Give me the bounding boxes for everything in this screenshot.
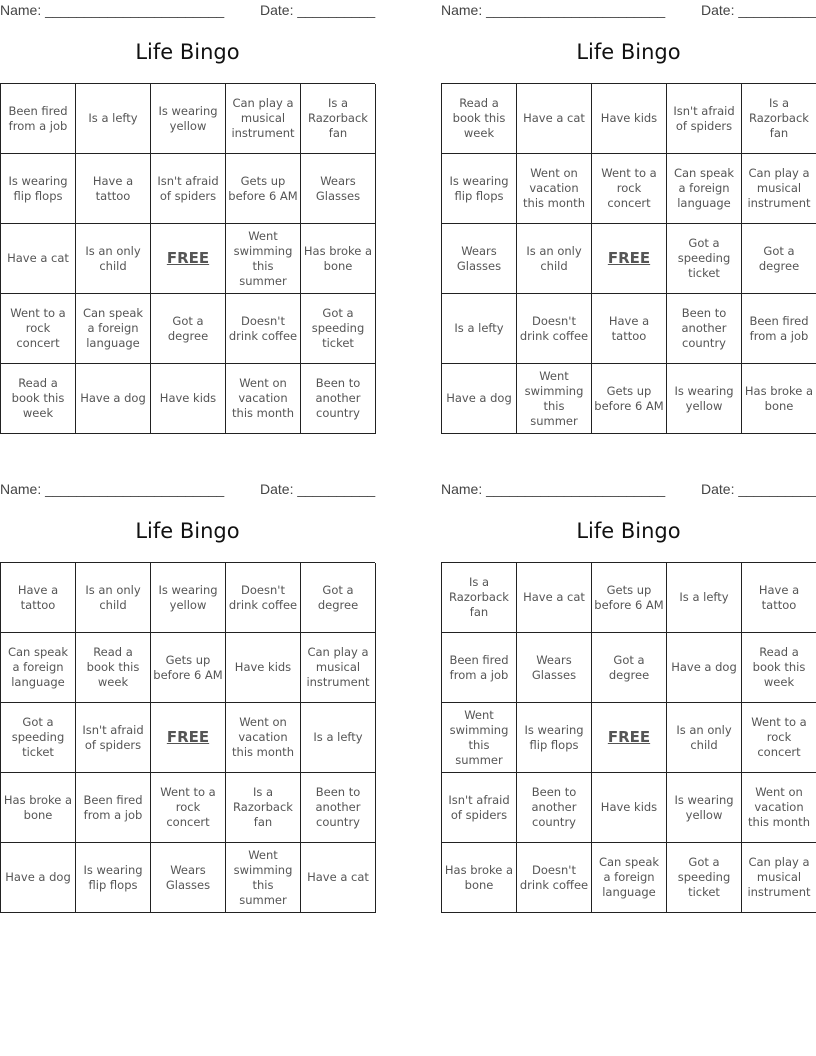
bingo-cell[interactable]: Went swimming this summer bbox=[226, 224, 301, 294]
bingo-cell[interactable]: Gets up before 6 AM bbox=[151, 633, 226, 703]
bingo-cell[interactable]: Can play a musical instrument bbox=[301, 633, 376, 703]
card-title: Life Bingo bbox=[135, 40, 240, 64]
bingo-cell[interactable]: Have a cat bbox=[1, 224, 76, 294]
name-line[interactable]: Name: _______________________ bbox=[0, 2, 225, 18]
bingo-cell[interactable]: Is wearing yellow bbox=[667, 364, 742, 434]
bingo-cell[interactable]: Been fired from a job bbox=[742, 294, 816, 364]
bingo-cell[interactable]: Went on vacation this month bbox=[226, 364, 301, 434]
bingo-cell[interactable]: Is wearing flip flops bbox=[442, 154, 517, 224]
bingo-cell[interactable]: Went on vacation this month bbox=[226, 703, 301, 773]
card-header bbox=[0, 0, 375, 22]
bingo-cell[interactable]: Is a lefty bbox=[667, 563, 742, 633]
bingo-cell[interactable]: Isn't afraid of spiders bbox=[442, 773, 517, 843]
bingo-cell[interactable]: Have a tattoo bbox=[592, 294, 667, 364]
bingo-cell[interactable]: Doesn't drink coffee bbox=[517, 843, 592, 913]
bingo-cell[interactable]: Can speak a foreign language bbox=[667, 154, 742, 224]
bingo-cell[interactable]: Have kids bbox=[592, 773, 667, 843]
bingo-cell[interactable]: Went to a rock concert bbox=[151, 773, 226, 843]
bingo-card-3 bbox=[0, 479, 375, 919]
bingo-cell[interactable]: Gets up before 6 AM bbox=[592, 364, 667, 434]
bingo-grid bbox=[0, 83, 375, 434]
bingo-cell[interactable]: Wears Glasses bbox=[151, 843, 226, 913]
bingo-cell[interactable]: Gets up before 6 AM bbox=[226, 154, 301, 224]
card-title: Life Bingo bbox=[576, 40, 681, 64]
bingo-cell[interactable]: Read a book this week bbox=[742, 633, 816, 703]
bingo-cell[interactable]: Got a degree bbox=[592, 633, 667, 703]
bingo-cell[interactable]: Can play a musical instrument bbox=[226, 84, 301, 154]
bingo-cell[interactable]: Doesn't drink coffee bbox=[226, 294, 301, 364]
card-title: Life Bingo bbox=[576, 519, 681, 543]
bingo-cell[interactable]: Is a lefty bbox=[76, 84, 151, 154]
bingo-cell[interactable]: Is an only child bbox=[667, 703, 742, 773]
bingo-cell[interactable]: Went swimming this summer bbox=[517, 364, 592, 434]
bingo-cell[interactable]: Been to another country bbox=[667, 294, 742, 364]
date-line[interactable]: Date: __________ bbox=[701, 2, 816, 18]
bingo-cell[interactable]: Have kids bbox=[226, 633, 301, 703]
bingo-cell[interactable]: Is a lefty bbox=[301, 703, 376, 773]
bingo-cell[interactable]: Have a tattoo bbox=[1, 563, 76, 633]
date-line[interactable]: Date: __________ bbox=[260, 481, 376, 497]
bingo-cell[interactable]: Got a speeding ticket bbox=[1, 703, 76, 773]
bingo-cell[interactable]: Has broke a bone bbox=[1, 773, 76, 843]
card-header bbox=[0, 479, 375, 501]
bingo-cell[interactable]: Went swimming this summer bbox=[226, 843, 301, 913]
bingo-card-1 bbox=[0, 0, 375, 440]
bingo-card-2 bbox=[441, 0, 816, 440]
bingo-cell[interactable]: Have kids bbox=[592, 84, 667, 154]
bingo-cell[interactable]: Been fired from a job bbox=[76, 773, 151, 843]
bingo-cell[interactable]: Read a book this week bbox=[442, 84, 517, 154]
date-line[interactable]: Date: __________ bbox=[260, 2, 376, 18]
bingo-grid bbox=[441, 562, 816, 913]
bingo-cell[interactable]: Is wearing yellow bbox=[667, 773, 742, 843]
bingo-cell[interactable]: Can play a musical instrument bbox=[742, 154, 816, 224]
bingo-cell[interactable]: Has broke a bone bbox=[442, 843, 517, 913]
bingo-cell[interactable]: Is a Razorback fan bbox=[301, 84, 376, 154]
bingo-cell[interactable]: Have kids bbox=[151, 364, 226, 434]
bingo-cell[interactable]: Is a Razorback fan bbox=[226, 773, 301, 843]
bingo-cell[interactable]: Been to another country bbox=[301, 773, 376, 843]
bingo-cell[interactable]: Went to a rock concert bbox=[742, 703, 816, 773]
bingo-cell[interactable]: Went on vacation this month bbox=[517, 154, 592, 224]
bingo-cell[interactable]: Wears Glasses bbox=[301, 154, 376, 224]
free-space-cell[interactable]: FREE bbox=[592, 703, 667, 773]
bingo-cell[interactable]: Can speak a foreign language bbox=[592, 843, 667, 913]
bingo-cell[interactable]: Went to a rock concert bbox=[1, 294, 76, 364]
bingo-grid bbox=[0, 562, 375, 913]
free-space-cell[interactable]: FREE bbox=[151, 224, 226, 294]
bingo-cell[interactable]: Read a book this week bbox=[1, 364, 76, 434]
bingo-cell[interactable]: Can speak a foreign language bbox=[1, 633, 76, 703]
bingo-cell[interactable]: Has broke a bone bbox=[301, 224, 376, 294]
card-title: Life Bingo bbox=[135, 519, 240, 543]
bingo-cell[interactable]: Went swimming this summer bbox=[442, 703, 517, 773]
bingo-cell[interactable]: Got a speeding ticket bbox=[301, 294, 376, 364]
bingo-cell[interactable]: Have a dog bbox=[442, 364, 517, 434]
bingo-cell[interactable]: Is an only child bbox=[517, 224, 592, 294]
bingo-cell[interactable]: Is wearing flip flops bbox=[76, 843, 151, 913]
date-line[interactable]: Date: __________ bbox=[701, 481, 816, 497]
bingo-cell[interactable]: Been fired from a job bbox=[442, 633, 517, 703]
bingo-cell[interactable]: Got a degree bbox=[301, 563, 376, 633]
bingo-cell[interactable]: Can speak a foreign language bbox=[76, 294, 151, 364]
bingo-cell[interactable]: Have a tattoo bbox=[742, 563, 816, 633]
bingo-cell[interactable]: Is an only child bbox=[76, 224, 151, 294]
bingo-cell[interactable]: Doesn't drink coffee bbox=[226, 563, 301, 633]
bingo-cell[interactable]: Is wearing yellow bbox=[151, 84, 226, 154]
name-line[interactable]: Name: _______________________ bbox=[441, 481, 666, 497]
bingo-cell[interactable]: Is a lefty bbox=[442, 294, 517, 364]
bingo-cell[interactable]: Got a speeding ticket bbox=[667, 843, 742, 913]
bingo-grid bbox=[441, 83, 816, 434]
bingo-cell[interactable]: Is wearing yellow bbox=[151, 563, 226, 633]
name-line[interactable]: Name: _______________________ bbox=[0, 481, 225, 497]
bingo-cell[interactable]: Is wearing flip flops bbox=[517, 703, 592, 773]
bingo-cell[interactable]: Is wearing flip flops bbox=[1, 154, 76, 224]
bingo-cell[interactable]: Isn't afraid of spiders bbox=[667, 84, 742, 154]
bingo-cell[interactable]: Have a dog bbox=[1, 843, 76, 913]
bingo-cell[interactable]: Gets up before 6 AM bbox=[592, 563, 667, 633]
bingo-card-4 bbox=[441, 479, 816, 919]
bingo-cell[interactable]: Wears Glasses bbox=[517, 633, 592, 703]
bingo-cell[interactable]: Have a cat bbox=[517, 563, 592, 633]
bingo-cell[interactable]: Went to a rock concert bbox=[592, 154, 667, 224]
bingo-cell[interactable]: Can play a musical instrument bbox=[742, 843, 816, 913]
bingo-cell[interactable]: Isn't afraid of spiders bbox=[151, 154, 226, 224]
bingo-cell[interactable]: Have a tattoo bbox=[76, 154, 151, 224]
name-line[interactable]: Name: _______________________ bbox=[441, 2, 666, 18]
bingo-cell[interactable]: Got a degree bbox=[742, 224, 816, 294]
bingo-cell[interactable]: Is a Razorback fan bbox=[742, 84, 816, 154]
bingo-cell[interactable]: Got a speeding ticket bbox=[667, 224, 742, 294]
bingo-cell[interactable]: Has broke a bone bbox=[742, 364, 816, 434]
bingo-cell[interactable]: Wears Glasses bbox=[442, 224, 517, 294]
card-header bbox=[441, 479, 816, 501]
bingo-cell[interactable]: Doesn't drink coffee bbox=[517, 294, 592, 364]
bingo-cell[interactable]: Read a book this week bbox=[76, 633, 151, 703]
bingo-cell[interactable]: Have a cat bbox=[301, 843, 376, 913]
bingo-cell[interactable]: Been to another country bbox=[517, 773, 592, 843]
bingo-cell[interactable]: Been fired from a job bbox=[1, 84, 76, 154]
bingo-cell[interactable]: Is an only child bbox=[76, 563, 151, 633]
bingo-cell[interactable]: Isn't afraid of spiders bbox=[76, 703, 151, 773]
bingo-cell[interactable]: Have a dog bbox=[76, 364, 151, 434]
bingo-cell[interactable]: Have a cat bbox=[517, 84, 592, 154]
free-space-cell[interactable]: FREE bbox=[151, 703, 226, 773]
bingo-cell[interactable]: Have a dog bbox=[667, 633, 742, 703]
bingo-cell[interactable]: Is a Razorback fan bbox=[442, 563, 517, 633]
bingo-cell[interactable]: Been to another country bbox=[301, 364, 376, 434]
bingo-cell[interactable]: Went on vacation this month bbox=[742, 773, 816, 843]
free-space-cell[interactable]: FREE bbox=[592, 224, 667, 294]
bingo-cell[interactable]: Got a degree bbox=[151, 294, 226, 364]
card-header bbox=[441, 0, 816, 22]
